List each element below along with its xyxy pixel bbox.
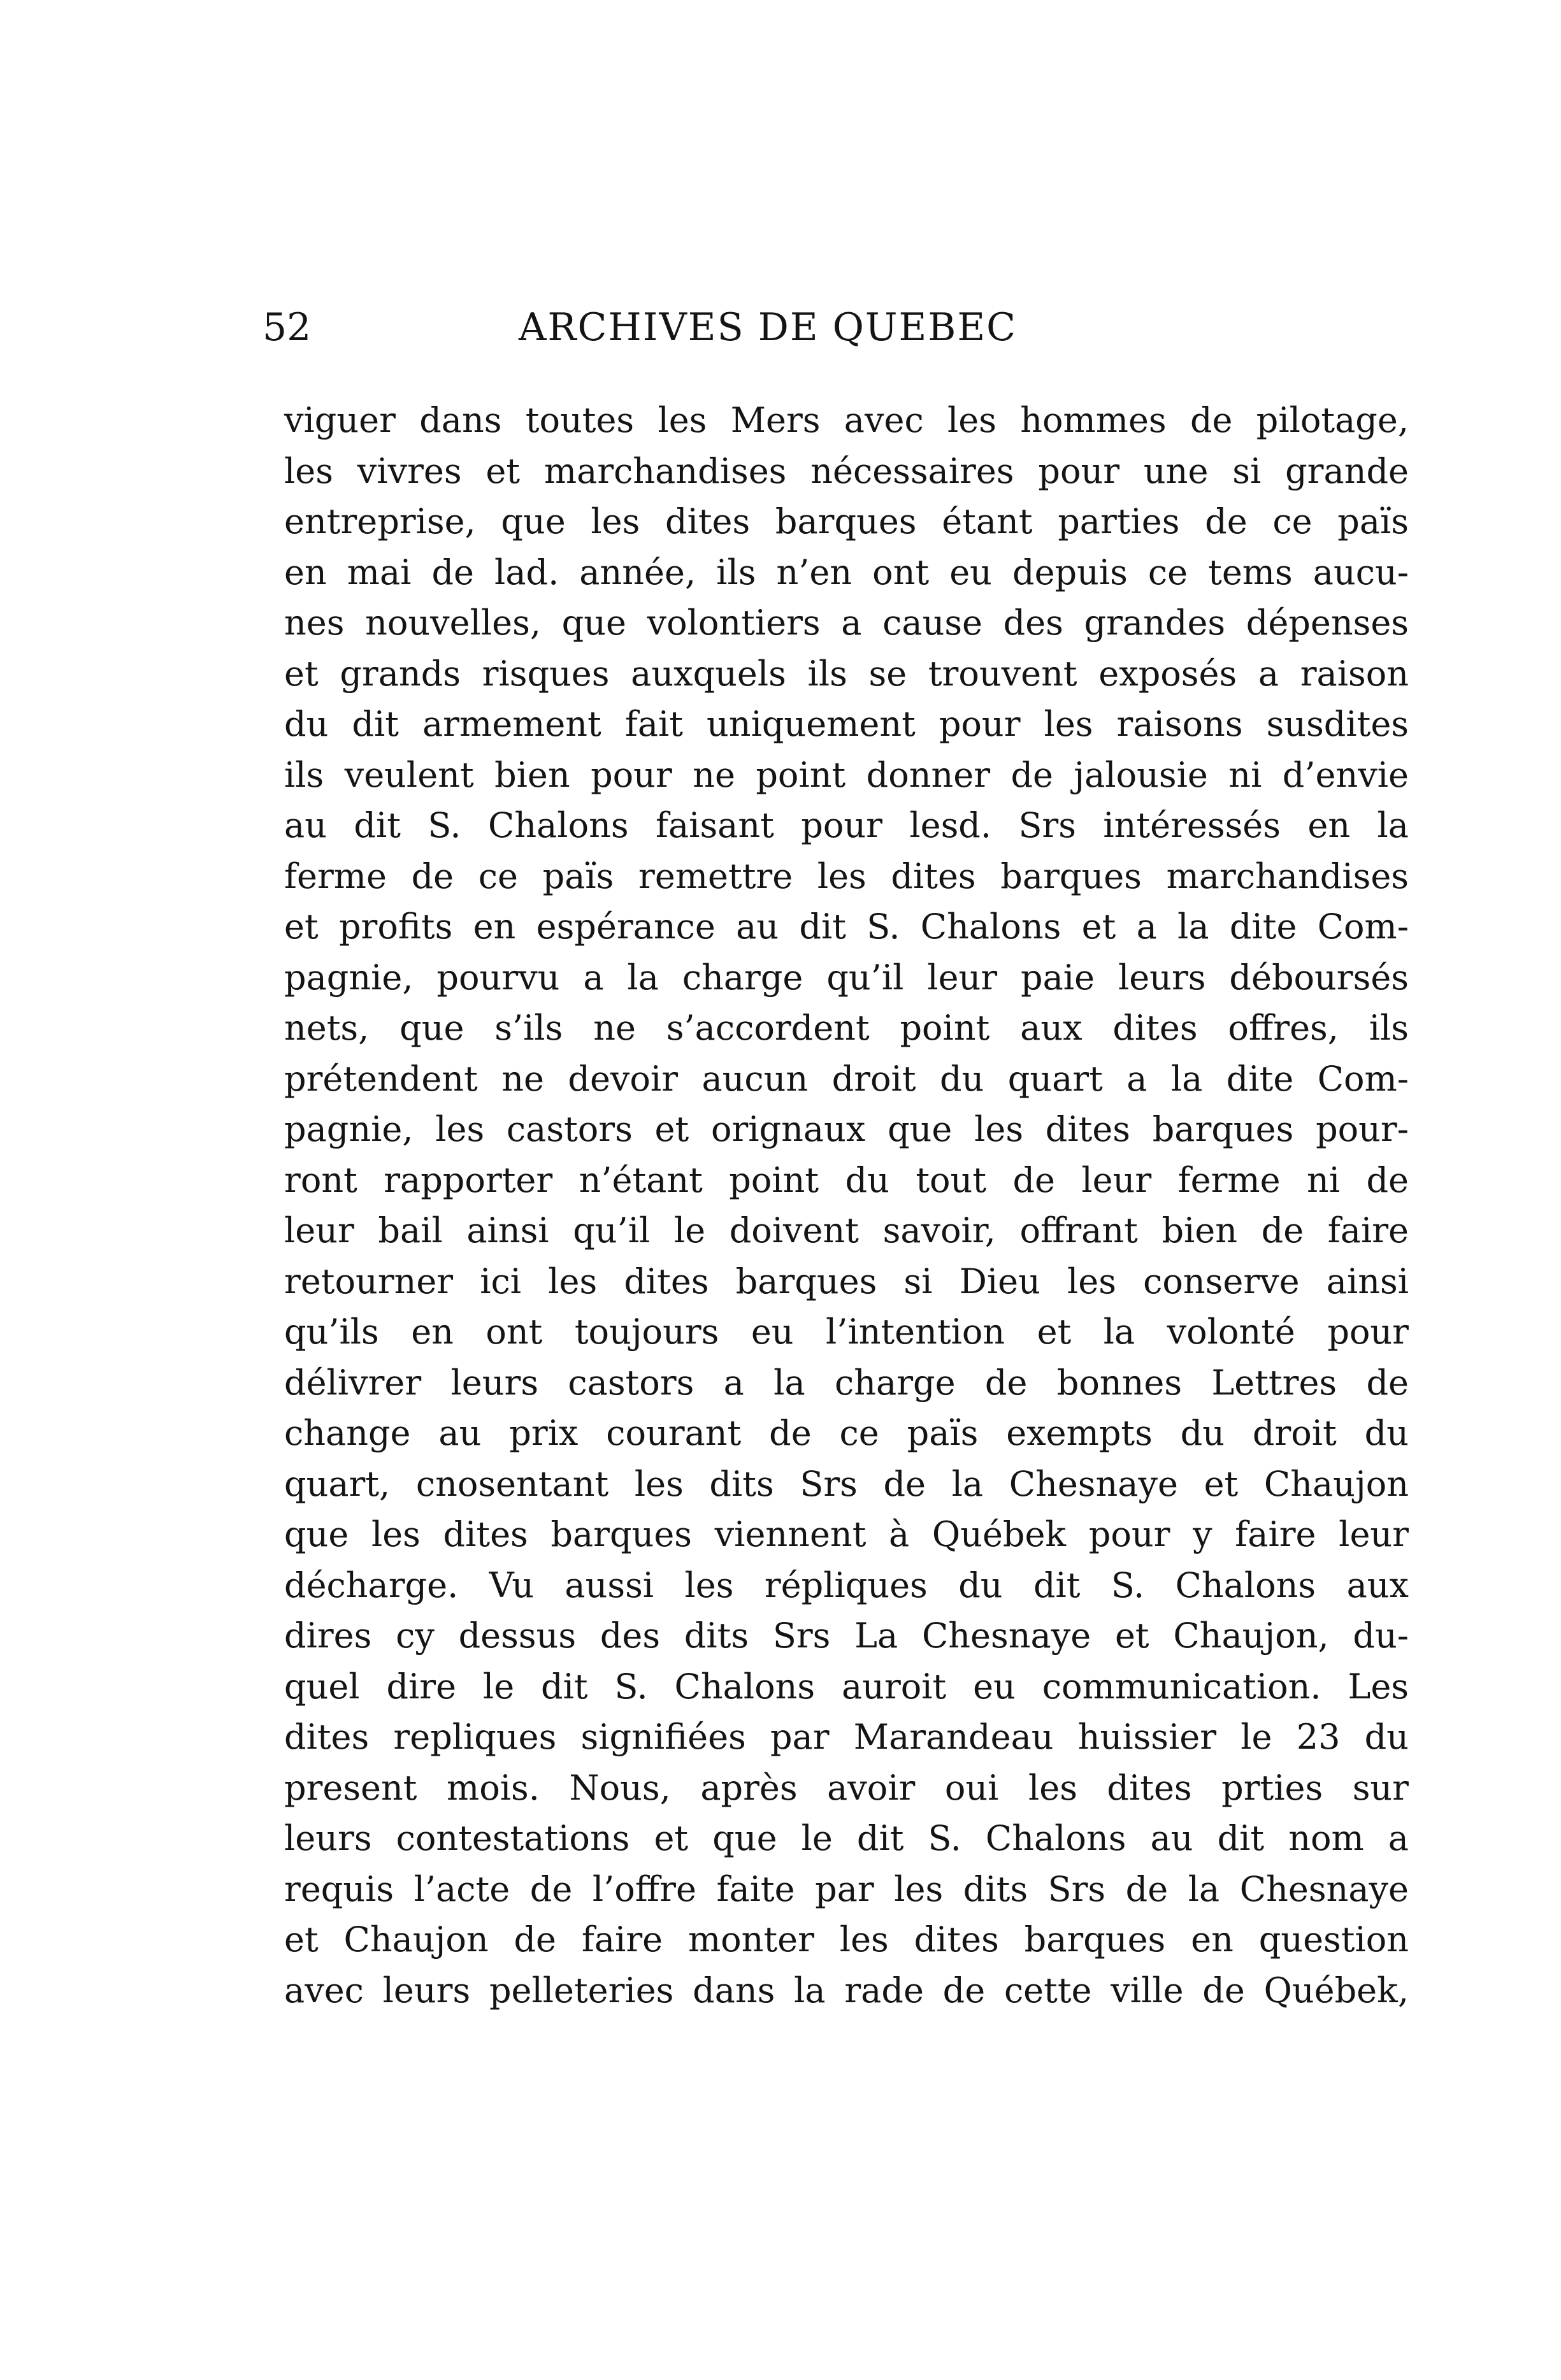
text-line: délivrer leurs castors a la charge de bonnes Lettres de	[284, 1362, 1409, 1403]
text-line: leur bail ainsi qu’il le doivent savoir, offrant bien de faire	[284, 1210, 1409, 1251]
text-line: quel dire le dit S. Chalons auroit eu communication. Les	[284, 1666, 1409, 1707]
text-line: pagnie, pourvu a la charge qu’il leur paie leurs déboursés	[284, 957, 1409, 998]
text-line: avec leurs pelleteries dans la rade de cette ville de Québek,	[284, 1970, 1409, 2011]
text-line: et grands risques auxquels ils se trouvent exposés a raison	[284, 653, 1409, 694]
text-line: les vivres et marchandises nécessaires pour une si grande	[284, 450, 1409, 491]
text-line: et Chaujon de faire monter les dites barques en question	[284, 1919, 1409, 1960]
running-title: ARCHIVES DE QUEBEC	[519, 305, 1018, 350]
text-line: ront rapporter n’étant point du tout de leur ferme ni de	[284, 1159, 1409, 1200]
text-line: change au prix courant de ce païs exempts du droit du	[284, 1413, 1409, 1453]
text-line: qu’ils en ont toujours eu l’intention et la volonté pour	[284, 1312, 1409, 1352]
text-line: et profits en espérance au dit S. Chalons et a la dite Com-	[284, 907, 1409, 947]
text-line: que les dites barques viennent à Québek pour y faire leur	[284, 1514, 1409, 1554]
text-line: nets, que s’ils ne s’accordent point aux dites offres, ils	[284, 1008, 1409, 1048]
text-line: prétendent ne devoir aucun droit du quart a la dite Com-	[284, 1058, 1409, 1099]
text-line: quart, cnosentant les dits Srs de la Chesnaye et Chaujon	[284, 1463, 1409, 1504]
text-line: ils veulent bien pour ne point donner de jalousie ni d’envie	[284, 754, 1409, 795]
text-line: retourner ici les dites barques si Dieu les conserve ainsi	[284, 1261, 1409, 1301]
page-number: 52	[263, 305, 312, 350]
text-line: entreprise, que les dites barques étant parties de ce païs	[284, 501, 1409, 541]
text-line: au dit S. Chalons faisant pour lesd. Srs intéressés en la	[284, 805, 1409, 845]
body-text	[284, 395, 1409, 2016]
text-line: ferme de ce païs remettre les dites barques marchandises	[284, 856, 1409, 896]
text-line: nes nouvelles, que volontiers a cause des grandes dépenses	[284, 603, 1409, 643]
text-line: dires cy dessus des dits Srs La Chesnaye et Chaujon, du-	[284, 1616, 1409, 1656]
text-line: viguer dans toutes les Mers avec les hommes de pilotage,	[284, 400, 1409, 440]
page-header	[263, 302, 1409, 353]
text-line: décharge. Vu aussi les répliques du dit S. Chalons aux	[284, 1565, 1409, 1605]
text-line: leurs contestations et que le dit S. Chalons au dit nom a	[284, 1818, 1409, 1858]
text-line: du dit armement fait uniquement pour les raisons susdites	[284, 704, 1409, 744]
text-line: dites repliques signifiées par Marandeau huissier le 23 du	[284, 1717, 1409, 1757]
text-line: pagnie, les castors et orignaux que les dites barques pour-	[284, 1109, 1409, 1149]
text-line: requis l’acte de l’offre faite par les dits Srs de la Chesnaye	[284, 1868, 1409, 1909]
text-line: present mois. Nous, après avoir oui les dites prties sur	[284, 1767, 1409, 1808]
text-line: en mai de lad. année, ils n’en ont eu depuis ce tems aucu-	[284, 552, 1409, 592]
